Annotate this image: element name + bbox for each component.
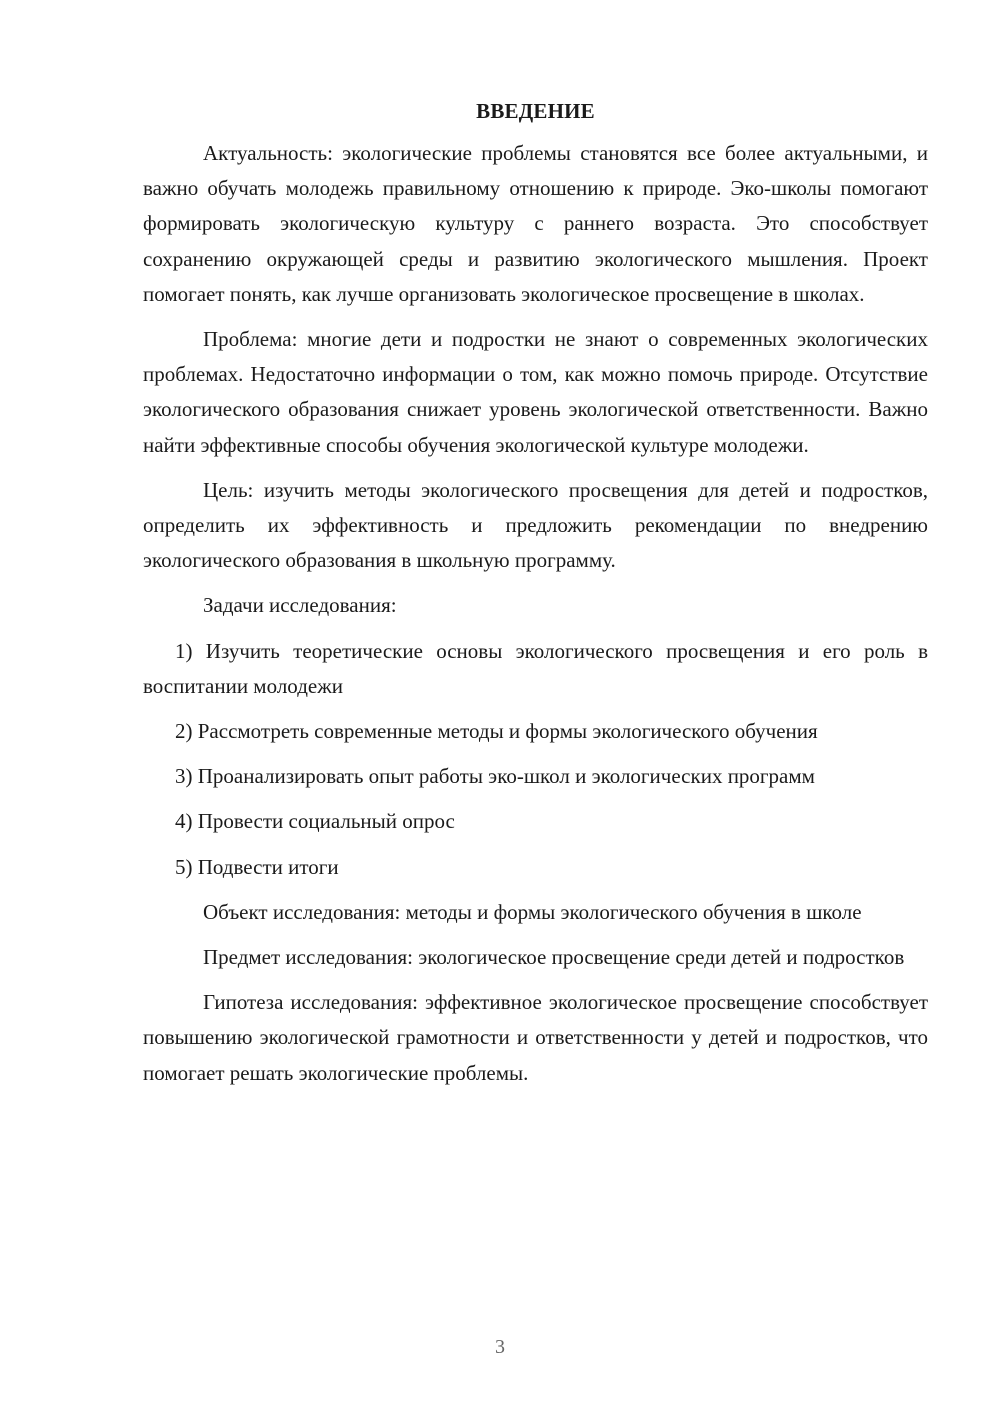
- section-title: ВВЕДЕНИЕ: [476, 99, 595, 123]
- list-item: 2) Рассмотреть современные методы и формы экологического обучения: [175, 719, 818, 744]
- list-item: 4) Провести социальный опрос: [175, 809, 455, 834]
- list-item: 1) Изучить теоретические основы экологического просвещения и его роль в воспитании молодежи: [143, 638, 928, 698]
- list-item: 3) Проанализировать опыт работы эко-школ и экологических программ: [175, 764, 815, 789]
- paragraph-goal: Цель: изучить методы экологического просвещения для детей и подростков, определить их эффективность и предложить рекомендации по внедрению экологического образования в школьную программу.: [143, 477, 928, 573]
- paragraph-relevance: Актуальность: экологические проблемы становятся все более актуальными, и важно обучать молодежь правильному отношению к природе. Эко-школы помогают формировать экологическую культуру с раннего возраста. Это способствует сохранению окружающей среды и развитию экологического мышления. Проект помогает понять, как лучше организовать экологическое просвещение в школах.: [143, 141, 928, 306]
- paragraph-subject: Предмет исследования: экологическое просвещение среди детей и подростков: [203, 945, 905, 970]
- paragraph-problem: Проблема: многие дети и подростки не знают о современных экологических проблемах. Недостаточно информации о том, как можно помочь природе. Отсутствие экологического образования снижает уровень экологической ответственности. Важно найти эффективные способы обучения экологической культуре молодежи.: [143, 327, 928, 457]
- paragraph-hypothesis: Гипотеза исследования: эффективное экологическое просвещение способствует повышению экологической грамотности и ответственности у детей и подростков, что помогает решать экологические проблемы.: [143, 990, 928, 1085]
- document-page: [143, 96, 928, 1101]
- list-item: 5) Подвести итоги: [175, 854, 339, 879]
- paragraph-object: Объект исследования: методы и формы экологического обучения в школе: [203, 899, 862, 924]
- page-number: 3: [495, 1336, 505, 1358]
- tasks-heading: Задачи исследования:: [203, 593, 397, 618]
